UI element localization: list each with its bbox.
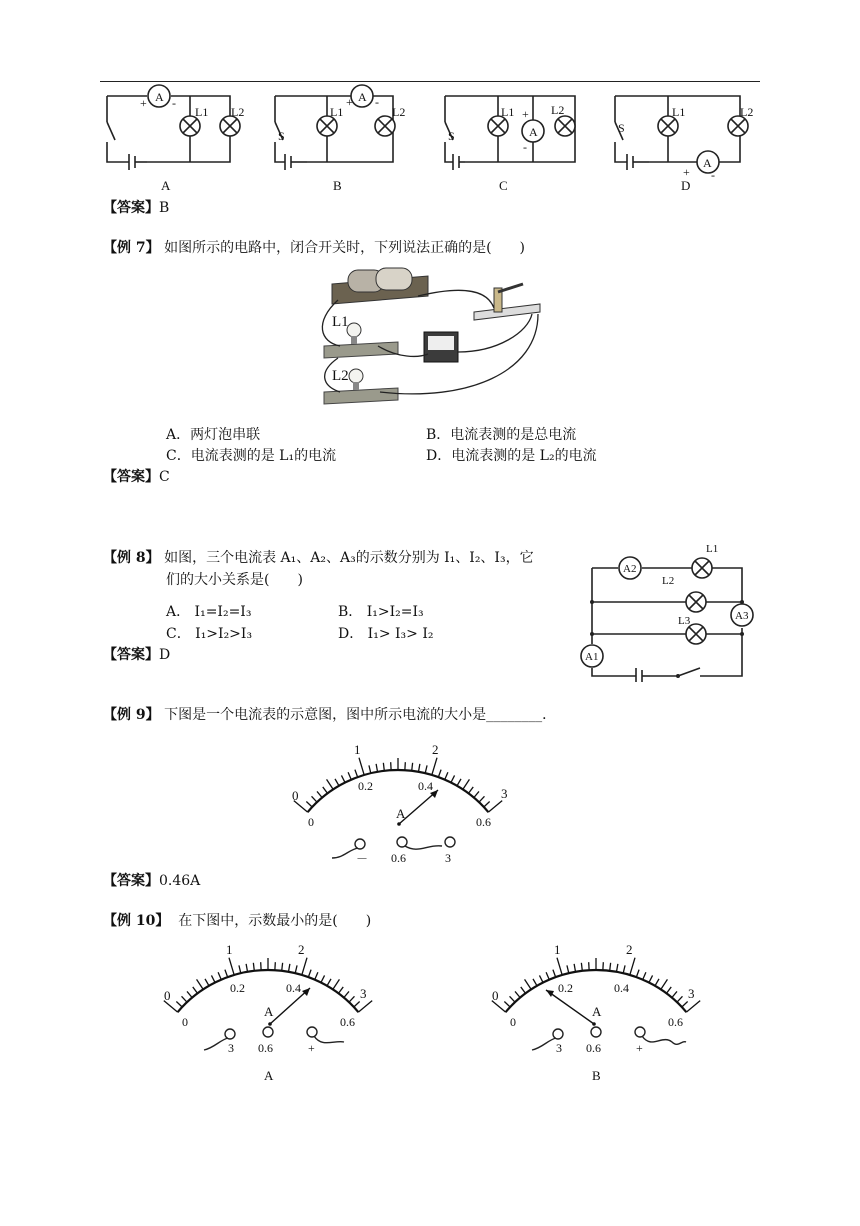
scale-tick — [581, 963, 582, 971]
ex7-circuit-photo — [318, 262, 548, 408]
svg-text:2: 2 — [298, 942, 305, 957]
ex8-question-line2: 们的大小关系是( ) — [166, 572, 303, 588]
ex9-ammeter — [278, 738, 518, 870]
svg-text:L2: L2 — [231, 105, 245, 119]
svg-text:+: + — [636, 1041, 643, 1055]
scale-tick — [515, 991, 520, 997]
scale-tick — [468, 787, 473, 793]
svg-text:+: + — [346, 95, 353, 109]
scale-tick — [193, 987, 198, 993]
scale-tick — [655, 979, 659, 986]
scale-tick — [682, 1002, 688, 1007]
svg-text:0: 0 — [510, 1015, 516, 1029]
scale-tick — [510, 996, 515, 1002]
scale-tick — [355, 770, 358, 778]
ex9-question: 【例 9】 下图是一个电流表的示意图，图中所示电流的大小是________． — [103, 707, 557, 723]
scale-tick — [211, 975, 215, 982]
scale-tick — [686, 1001, 700, 1013]
scale-tick — [557, 958, 562, 975]
ex9-scale — [294, 758, 502, 812]
svg-text:L2: L2 — [332, 368, 349, 384]
svg-text:A: A — [155, 90, 164, 104]
svg-text:0.4: 0.4 — [418, 779, 433, 793]
svg-text:S: S — [618, 121, 625, 135]
svg-text:+: + — [683, 165, 690, 179]
scale-tick — [308, 970, 311, 978]
svg-text:2: 2 — [626, 942, 633, 957]
svg-text:S: S — [448, 129, 455, 143]
svg-text:0.6: 0.6 — [668, 1015, 683, 1029]
scale-tick — [317, 791, 322, 797]
svg-text:L2: L2 — [662, 575, 675, 587]
scale-tick — [327, 979, 331, 986]
scale-tick — [225, 970, 228, 978]
ex10-ammeter-a — [148, 938, 388, 1088]
svg-text:1: 1 — [226, 942, 233, 957]
scale-tick — [457, 779, 461, 786]
svg-text:2: 2 — [432, 742, 439, 757]
svg-text:0.6: 0.6 — [586, 1041, 601, 1055]
scale-tick — [649, 975, 653, 982]
scale-tick — [484, 802, 490, 807]
caption-d: D — [681, 178, 691, 193]
svg-text:1: 1 — [354, 742, 361, 757]
scale-tick — [344, 991, 349, 997]
scale-tick — [521, 987, 526, 993]
scale-tick — [666, 987, 671, 993]
scale-tick — [451, 775, 455, 782]
ex7-option-b: B．电流表测的是总电流 — [426, 427, 577, 443]
svg-text:L2: L2 — [392, 105, 406, 119]
svg-text:0.4: 0.4 — [614, 981, 629, 995]
svg-text:A: A — [703, 156, 712, 170]
scale-tick — [288, 964, 289, 972]
scale-tick — [321, 975, 325, 982]
svg-text:L1: L1 — [332, 314, 349, 330]
scale-tick — [338, 987, 343, 993]
scale-tick — [349, 996, 354, 1002]
svg-text:L1: L1 — [330, 105, 344, 119]
svg-text:3: 3 — [445, 851, 451, 865]
scale-tick — [348, 772, 351, 779]
svg-text:+: + — [140, 96, 147, 110]
scale-tick — [643, 972, 646, 979]
scale-tick — [282, 963, 283, 971]
ex8-answer: 【答案】D — [103, 647, 171, 663]
scale-tick — [463, 779, 470, 789]
svg-text:A: A — [396, 806, 406, 821]
svg-text:0.6: 0.6 — [340, 1015, 355, 1029]
scale-tick — [418, 764, 419, 772]
svg-text:-: - — [375, 95, 379, 109]
scale-tick — [488, 801, 502, 813]
ex8-option-d: D． I₁> I₃> I₂ — [338, 626, 434, 642]
scale-tick — [412, 763, 413, 771]
scale-tick — [315, 972, 318, 979]
scale-tick — [438, 770, 441, 778]
scale-tick — [246, 964, 247, 972]
scale-tick — [672, 991, 677, 997]
svg-text:A: A — [264, 1004, 274, 1019]
svg-text:3: 3 — [688, 986, 695, 1001]
svg-text:L1: L1 — [195, 105, 209, 119]
ex10-question: 【例 10】 在下图中，示数最小的是( ) — [103, 913, 372, 929]
ex8-option-c: C． I₁>I₂>I₃ — [166, 626, 253, 642]
svg-text:0: 0 — [292, 788, 299, 803]
svg-text:+: + — [522, 107, 529, 121]
scale-tick — [341, 775, 345, 782]
scale-tick — [376, 764, 377, 772]
scale-tick — [525, 979, 532, 989]
scale-tick — [327, 779, 334, 789]
scale-tick — [182, 996, 187, 1002]
ex7-option-c: C．电流表测的是 L₁的电流 — [166, 448, 337, 464]
svg-text:3: 3 — [360, 986, 367, 1001]
svg-text:-: - — [523, 140, 527, 154]
scale-tick — [369, 765, 371, 773]
scale-tick — [323, 787, 328, 793]
scale-tick — [610, 963, 611, 971]
caption-c: C — [499, 178, 508, 193]
svg-text:0: 0 — [308, 815, 314, 829]
ex7-question: 【例 7】 如图所示的电路中，闭合开关时，下列说法正确的是( ) — [103, 240, 526, 256]
scale-tick — [661, 979, 668, 989]
svg-text:0.2: 0.2 — [230, 981, 245, 995]
svg-text:L1: L1 — [706, 543, 719, 555]
caption-a: A — [264, 1068, 274, 1083]
scale-tick — [546, 972, 549, 979]
svg-text:A: A — [358, 90, 367, 104]
header-rule — [100, 81, 760, 82]
svg-text:0.6: 0.6 — [391, 851, 406, 865]
svg-text:1: 1 — [554, 942, 561, 957]
scale-tick — [358, 1001, 372, 1013]
ex7-option-a: A．两灯泡串联 — [166, 427, 261, 443]
ex8-option-a: A． I₁=I₂=I₃ — [166, 604, 252, 620]
ex7-option-d: D．电流表测的是 L₂的电流 — [426, 448, 597, 464]
svg-text:0: 0 — [182, 1015, 188, 1029]
scale-tick — [553, 970, 556, 978]
scale-tick — [504, 1002, 510, 1007]
ex8-option-b: B． I₁>I₂=I₃ — [338, 604, 424, 620]
scale-tick — [479, 796, 484, 802]
svg-text:3: 3 — [228, 1041, 234, 1055]
svg-text:3: 3 — [556, 1041, 562, 1055]
ex10-ammeter-b — [476, 938, 716, 1088]
answer-6: 【答案】B — [103, 200, 170, 216]
svg-text:0.6: 0.6 — [476, 815, 491, 829]
scale-tick — [205, 979, 209, 986]
scale-tick — [445, 772, 448, 779]
svg-text:L3: L3 — [678, 615, 691, 627]
svg-text:-: - — [172, 96, 176, 110]
scale-tick — [616, 964, 617, 972]
scale-tick — [333, 979, 340, 989]
scale-tick — [630, 958, 635, 975]
scale-tick — [474, 791, 479, 797]
svg-text:L1: L1 — [501, 105, 515, 119]
svg-text:L2: L2 — [551, 103, 565, 117]
scale-tick — [306, 802, 312, 807]
scale-tick — [312, 796, 317, 802]
scale-tick — [359, 758, 364, 775]
svg-text:A: A — [592, 1004, 602, 1019]
svg-text:0.6: 0.6 — [258, 1041, 273, 1055]
svg-text:-: - — [711, 168, 715, 182]
svg-text:0.2: 0.2 — [358, 779, 373, 793]
svg-text:0.2: 0.2 — [558, 981, 573, 995]
scale-tick — [295, 965, 297, 973]
scale-tick — [574, 964, 575, 972]
svg-text:0.4: 0.4 — [286, 981, 301, 995]
svg-text:A1: A1 — [585, 651, 599, 663]
scale-tick — [239, 965, 241, 973]
scale-tick — [187, 991, 192, 997]
svg-text:0: 0 — [164, 988, 171, 1003]
scale-tick — [533, 979, 537, 986]
scale-tick — [636, 970, 639, 978]
ex8-circuit — [578, 540, 760, 682]
svg-text:S: S — [278, 129, 285, 143]
ex9-answer: 【答案】0.46A — [103, 873, 201, 889]
scale-tick — [197, 979, 204, 989]
scale-tick — [354, 1002, 360, 1007]
ex8-question-line1: 【例 8】 如图，三个电流表 A₁、A₂、A₃的示数分别为 I₁、I₂、I₃，它 — [103, 550, 534, 566]
scale-tick — [567, 965, 569, 973]
caption-b: B — [333, 178, 342, 193]
scale-tick — [623, 965, 625, 973]
caption-b: B — [592, 1068, 601, 1083]
svg-text:+: + — [308, 1041, 315, 1055]
svg-text:A: A — [529, 125, 538, 139]
caption-a: A — [161, 178, 171, 193]
scale-tick — [677, 996, 682, 1002]
scale-tick — [176, 1002, 182, 1007]
svg-text:A3: A3 — [735, 610, 749, 622]
svg-text:3: 3 — [501, 786, 508, 801]
scale-tick — [539, 975, 543, 982]
scale-tick — [302, 958, 307, 975]
svg-text:A2: A2 — [623, 563, 637, 575]
circuit-diagrams-abcd — [95, 84, 775, 196]
scale-tick — [432, 758, 437, 775]
scale-tick — [425, 765, 427, 773]
ex7-answer: 【答案】C — [103, 469, 170, 485]
scale-tick — [253, 963, 254, 971]
svg-text:L2: L2 — [740, 105, 754, 119]
svg-text:－: － — [356, 852, 369, 866]
scale-tick — [229, 958, 234, 975]
scale-tick — [383, 763, 384, 771]
svg-text:L1: L1 — [672, 105, 686, 119]
svg-text:0: 0 — [492, 988, 499, 1003]
scale-tick — [335, 779, 339, 786]
scale-tick — [218, 972, 221, 979]
